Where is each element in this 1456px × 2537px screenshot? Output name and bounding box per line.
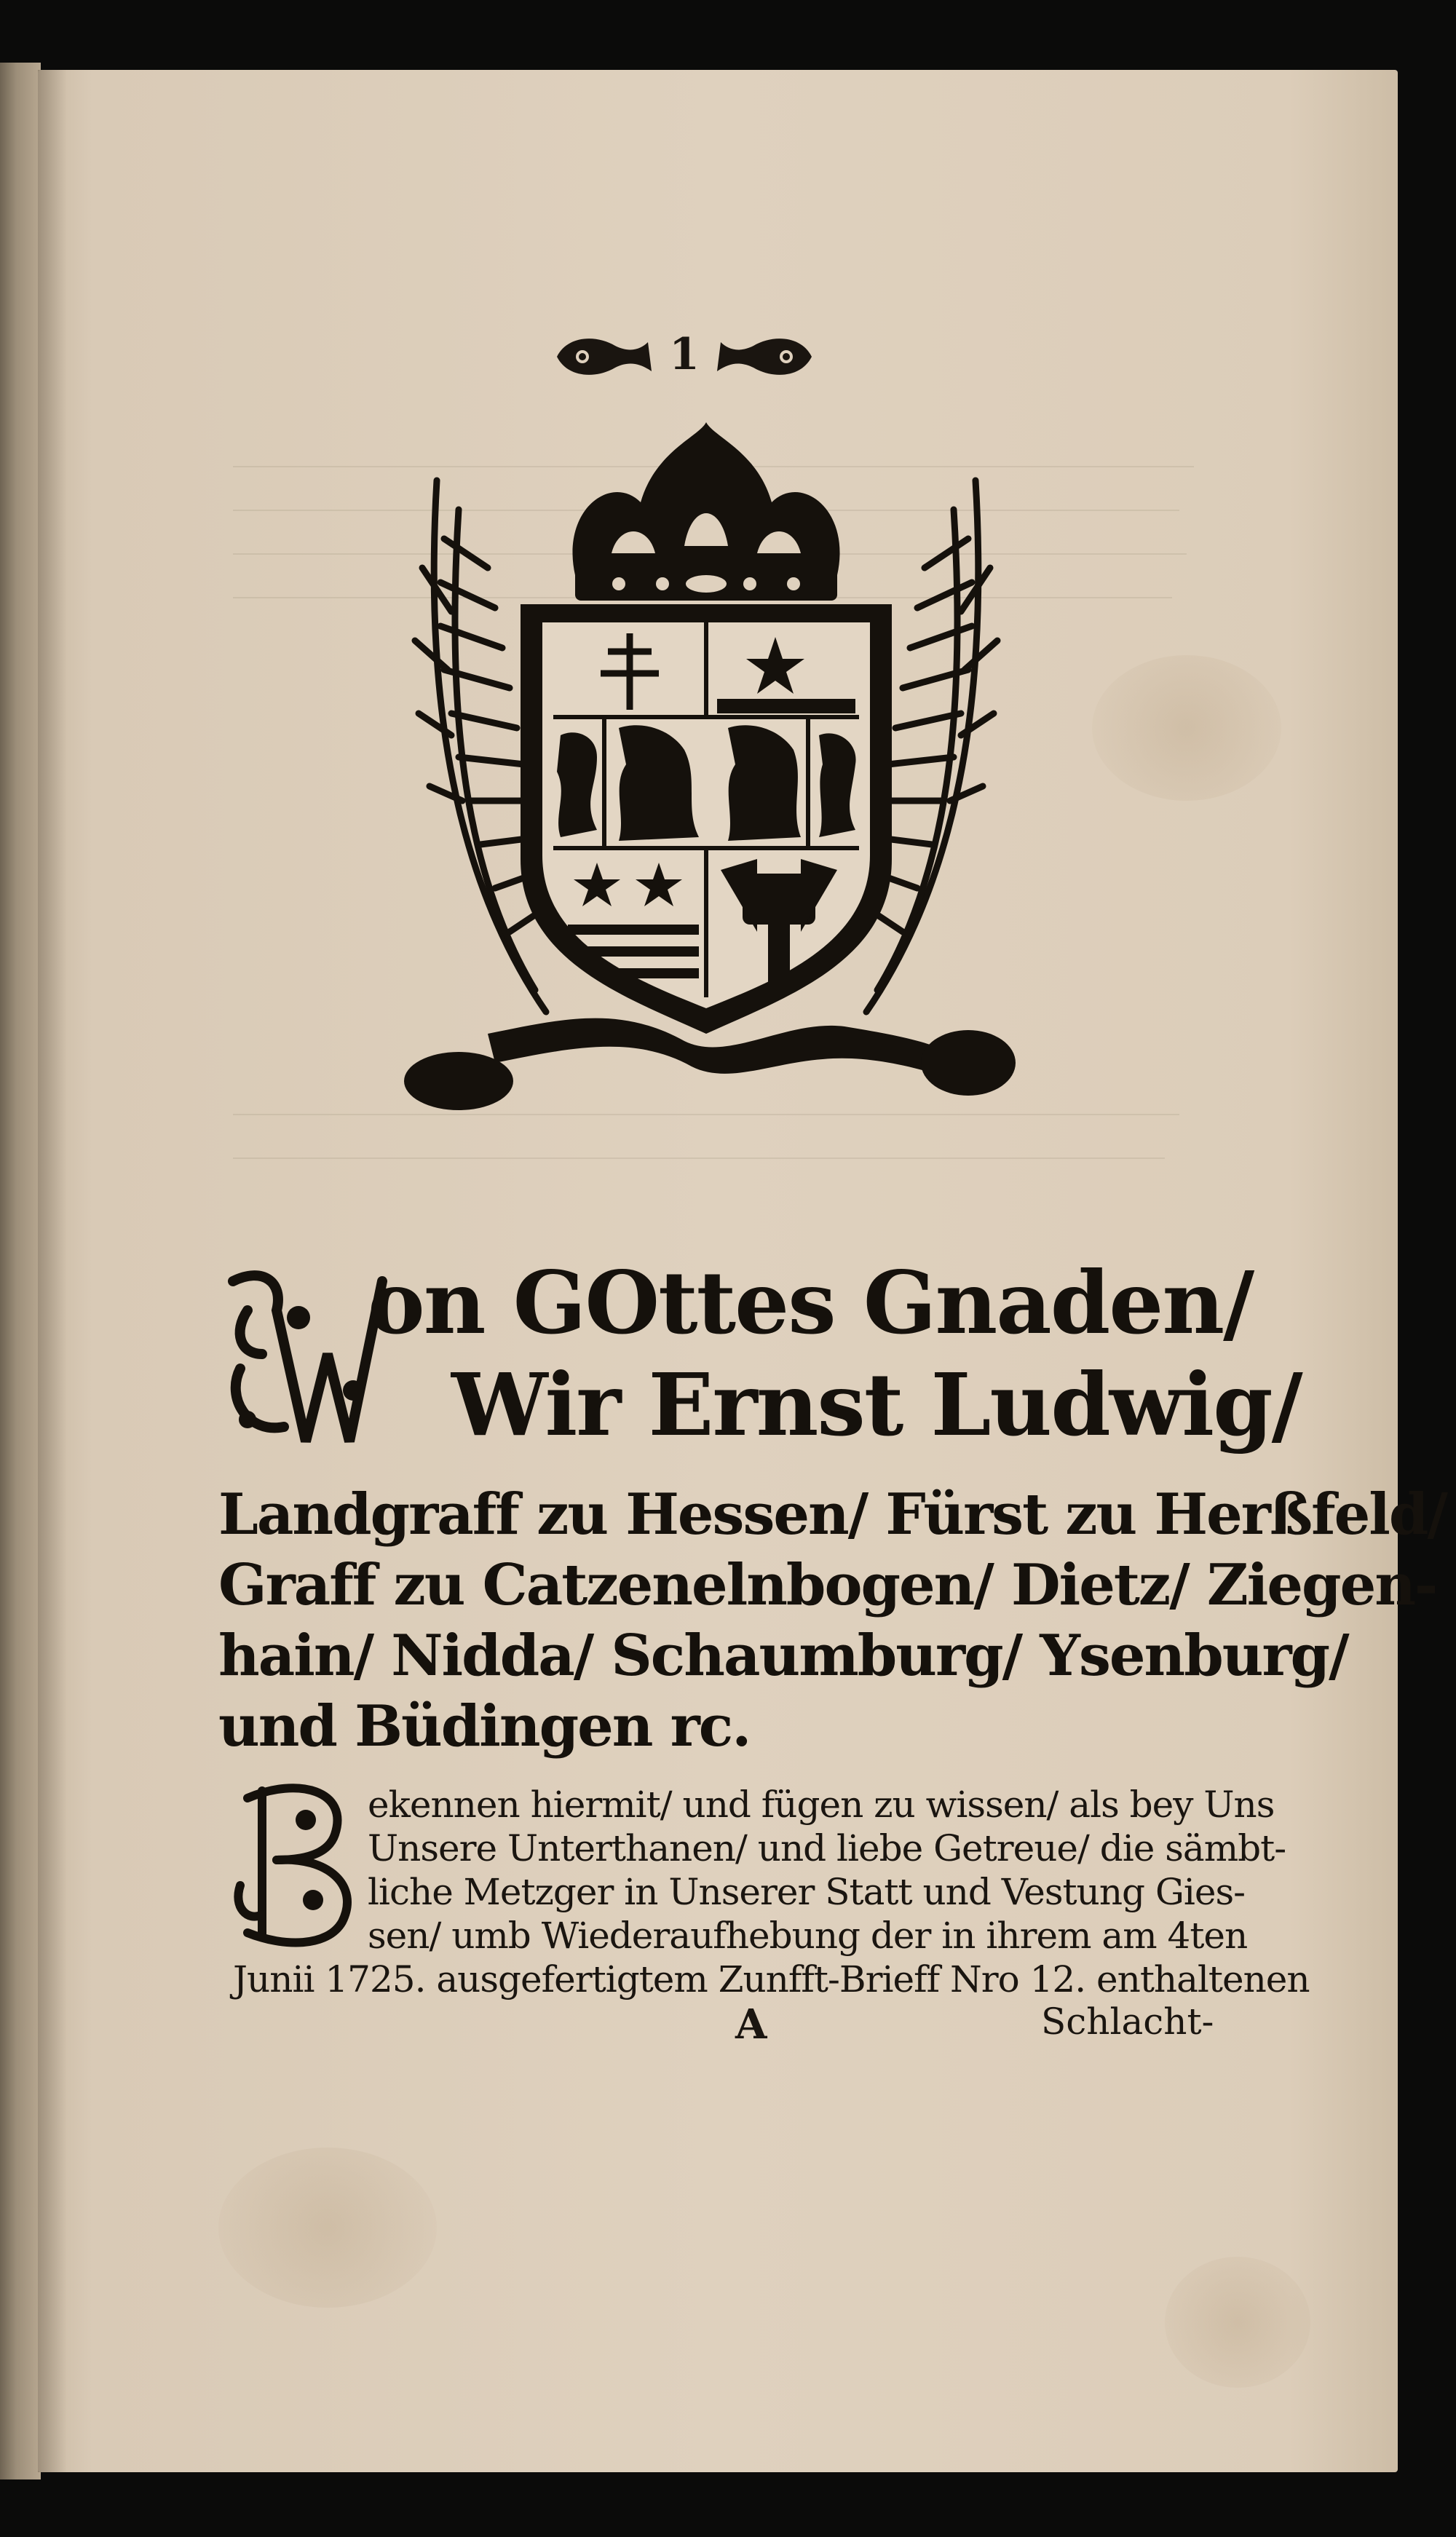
show-through-line: [233, 1114, 1179, 1115]
body-line-1: ekennen hiermit/ und fügen zu wissen/ als bey Uns: [368, 1784, 1275, 1826]
adjacent-page-edge: [0, 63, 41, 2479]
body-line-3: liche Metzger in Unserer Statt und Vestung Gies-: [368, 1871, 1246, 1913]
catchword: Schlacht-: [1041, 2000, 1214, 2043]
decorative-initial-b: [233, 1776, 364, 1951]
title-line-6: und Büdingen rc.: [218, 1693, 751, 1760]
title-line-1: on GOttes Gnaden/: [368, 1252, 1254, 1353]
title-line-5: hain/ Nidda/ Schaumburg/ Ysenburg/: [218, 1623, 1348, 1689]
gutter-shadow: [38, 70, 67, 2472]
decorative-initial-w: [218, 1252, 393, 1463]
show-through-line: [233, 1157, 1165, 1159]
paper-stain: [1092, 655, 1281, 801]
paper-stain: [218, 2148, 437, 2308]
body-line-4: sen/ umb Wiederaufhebung der in ihrem am 4ten: [368, 1915, 1248, 1957]
coat-of-arms-woodcut: [379, 422, 1034, 1114]
title-line-4: Graff zu Catzenelnbogen/ Dietz/ Ziegen-: [218, 1552, 1437, 1618]
title-line-3: Landgraff zu Hessen/ Fürst zu Herßfeld/: [218, 1481, 1447, 1548]
body-line-2: Unsere Unterthanen/ und liebe Getreue/ die sämbt-: [368, 1827, 1286, 1869]
signature-mark: A: [735, 2000, 767, 2049]
page-number: 1: [669, 329, 700, 380]
paper-stain: [1165, 2257, 1310, 2388]
body-line-5: Junii 1725. ausgefertigtem Zunfft-Brieff Nro 12. enthaltenen: [233, 1958, 1310, 2000]
title-line-2: Wir Ernst Ludwig/: [451, 1354, 1302, 1455]
